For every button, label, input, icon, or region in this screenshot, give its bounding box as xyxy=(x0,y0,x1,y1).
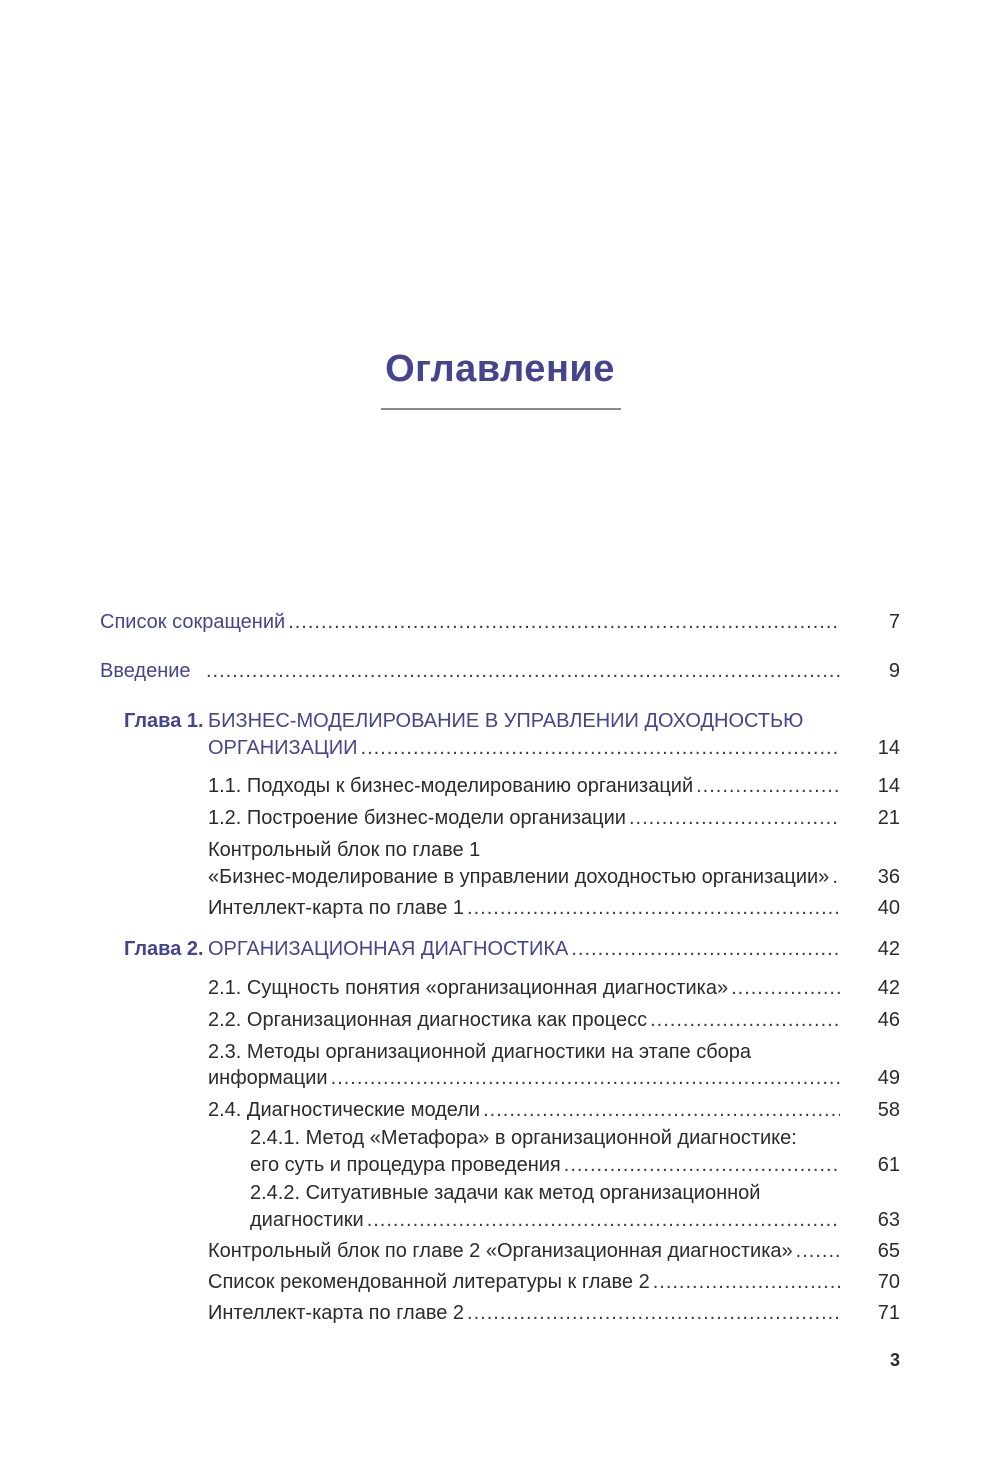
toc-entry-mindmap-2[interactable] xyxy=(208,1301,840,1325)
toc-entry-control-2[interactable] xyxy=(208,1239,840,1263)
toc-entry-intro-text[interactable]: Введение xyxy=(100,660,191,682)
toc-page-number: 14 xyxy=(877,775,900,797)
toc-entry-1-1[interactable] xyxy=(208,774,840,798)
toc-entry-intro xyxy=(206,659,840,683)
toc-page-number: 40 xyxy=(877,897,900,919)
dot-leader xyxy=(629,807,840,830)
dot-leader xyxy=(731,977,840,1000)
title-underline xyxy=(381,408,621,410)
toc-entry-2-4[interactable] xyxy=(208,1098,840,1122)
chapter-1-label: Глава 1. xyxy=(124,710,204,732)
dot-leader xyxy=(796,1240,840,1263)
chapter-1-title-cont[interactable] xyxy=(208,736,840,760)
toc-entry-2-4-2-cont[interactable] xyxy=(250,1208,840,1232)
toc-entry-text: 2.4. Диагностические модели xyxy=(208,1099,481,1121)
toc-entry-abbreviations[interactable] xyxy=(100,610,840,634)
toc-page-number: 7 xyxy=(888,611,900,633)
toc-entry-text: Список рекомендованной литературы к главе 2 xyxy=(208,1271,650,1293)
toc-page-number: 46 xyxy=(877,1009,900,1031)
toc-entry-control-1[interactable]: Контрольный блок по главе 1 xyxy=(208,839,481,861)
toc-entry-text: 2.1. Сущность понятия «организационная диагностика» xyxy=(208,977,729,999)
toc-entry-text: ОРГАНИЗАЦИОННАЯ ДИАГНОСТИКА xyxy=(208,938,569,960)
toc-entry-text: Интеллект-карта по главе 1 xyxy=(208,897,465,919)
dot-leader xyxy=(483,1099,840,1122)
dot-leader xyxy=(564,1154,840,1177)
toc-entry-2-3-cont[interactable] xyxy=(208,1066,840,1090)
toc-page-number: 36 xyxy=(877,866,900,888)
dot-leader xyxy=(367,1209,840,1232)
toc-page-number: 70 xyxy=(877,1271,900,1293)
page-folio: 3 xyxy=(889,1350,900,1370)
toc-page-number: 65 xyxy=(877,1240,900,1262)
page-title: Оглавление xyxy=(385,348,615,390)
dot-leader xyxy=(331,1067,840,1090)
dot-leader xyxy=(467,897,840,920)
toc-page-number: 63 xyxy=(877,1209,900,1231)
toc-page-number: 71 xyxy=(877,1302,900,1324)
chapter-2-title[interactable] xyxy=(208,937,840,961)
toc-entry-mindmap-1[interactable] xyxy=(208,896,840,920)
toc-entry-control-1-cont[interactable] xyxy=(208,865,840,889)
toc-entry-text: 1.2. Построение бизнес-модели организации xyxy=(208,807,626,829)
toc-entry-text: «Бизнес-моделирование в управлении доходностью организации» xyxy=(208,866,830,888)
chapter-2-label: Глава 2. xyxy=(124,938,204,960)
dot-leader xyxy=(653,1271,840,1294)
dot-leader xyxy=(206,660,840,683)
toc-entry-text: Контрольный блок по главе 2 «Организационная диагностика» xyxy=(208,1240,793,1262)
dot-leader xyxy=(361,737,840,760)
toc-page-number: 14 xyxy=(877,737,900,759)
toc-entry-text: информации xyxy=(208,1067,328,1089)
toc-page-number: 42 xyxy=(877,938,900,960)
toc-page-number: 58 xyxy=(877,1099,900,1121)
dot-leader xyxy=(467,1302,840,1325)
toc-entry-2-1[interactable] xyxy=(208,976,840,1000)
toc-page-number: 21 xyxy=(877,807,900,829)
toc-page-number: 9 xyxy=(888,660,900,682)
toc-page-number: 61 xyxy=(877,1154,900,1176)
toc-entry-1-2[interactable] xyxy=(208,806,840,830)
toc-entry-text: Интеллект-карта по главе 2 xyxy=(208,1302,465,1324)
dot-leader xyxy=(832,866,840,889)
toc-entry-2-4-1-cont[interactable] xyxy=(250,1153,840,1177)
chapter-1-title[interactable]: БИЗНЕС-МОДЕЛИРОВАНИЕ В УПРАВЛЕНИИ ДОХОДНОСТЬЮ xyxy=(208,710,804,732)
dot-leader xyxy=(650,1009,840,1032)
dot-leader xyxy=(288,611,840,634)
toc-entry-text: 2.2. Организационная диагностика как процесс xyxy=(208,1009,648,1031)
toc-entry-text: его суть и процедура проведения xyxy=(250,1154,561,1176)
toc-entry-text: Список сокращений xyxy=(100,611,286,633)
dot-leader xyxy=(571,938,840,961)
toc-page-number: 42 xyxy=(877,977,900,999)
toc-entry-text: 1.1. Подходы к бизнес-моделированию организаций xyxy=(208,775,694,797)
toc-entry-2-4-2[interactable]: 2.4.2. Ситуативные задачи как метод организационной xyxy=(250,1182,761,1204)
toc-entry-text: ОРГАНИЗАЦИИ xyxy=(208,737,358,759)
toc-page-number: 49 xyxy=(877,1067,900,1089)
toc-entry-text: диагностики xyxy=(250,1209,364,1231)
toc-entry-literature-2[interactable] xyxy=(208,1270,840,1294)
toc-entry-2-3[interactable]: 2.3. Методы организационной диагностики на этапе сбора xyxy=(208,1041,752,1063)
toc-entry-2-4-1[interactable]: 2.4.1. Метод «Метафора» в организационной диагностике: xyxy=(250,1127,797,1149)
dot-leader xyxy=(696,775,840,798)
toc-entry-2-2[interactable] xyxy=(208,1008,840,1032)
